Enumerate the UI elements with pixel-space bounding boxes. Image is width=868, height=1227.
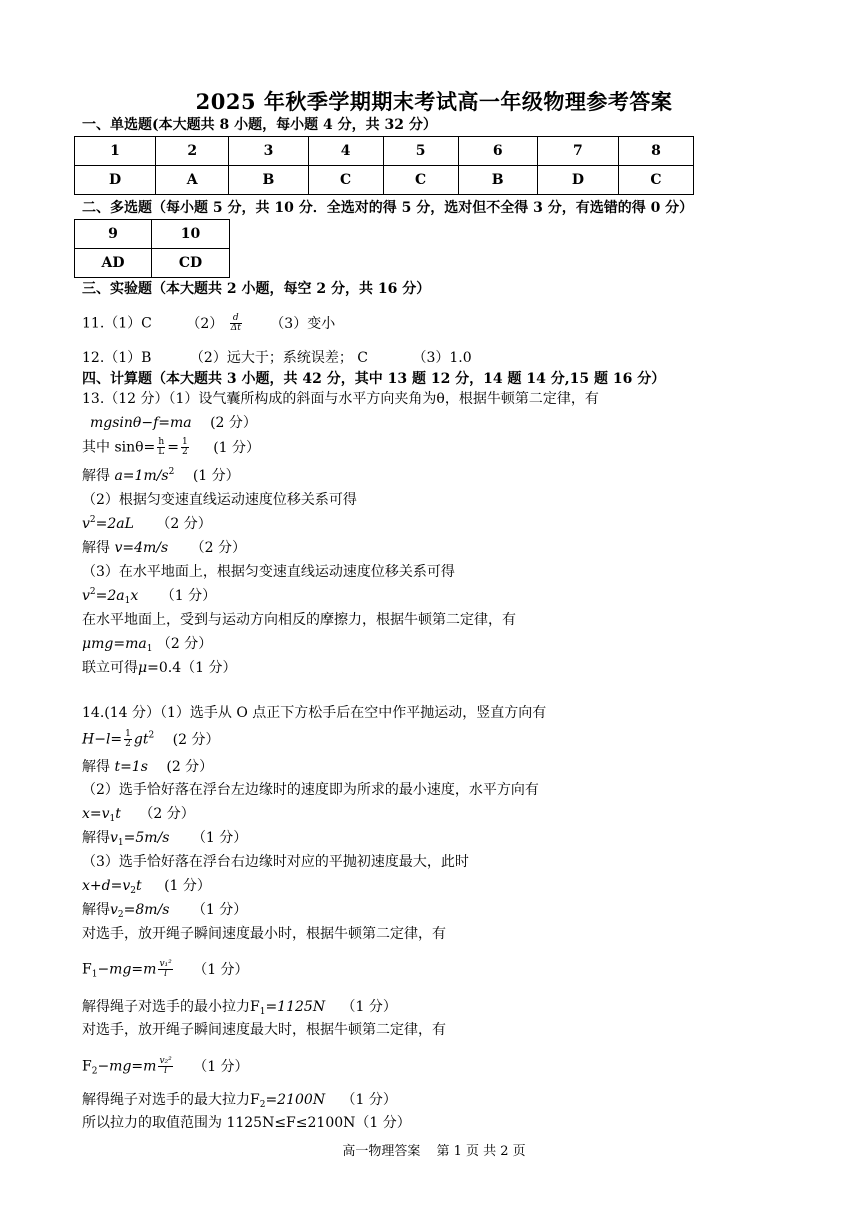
q13-line-3 (82, 438, 260, 457)
equation: x=v (82, 806, 110, 822)
table-cell: C (383, 166, 458, 195)
q14-line-3 (82, 758, 213, 776)
table-cell: 5 (383, 137, 458, 166)
equation: mgsinθ−f=ma (90, 415, 192, 431)
superscript: 2 (89, 515, 96, 525)
table-cell: D (75, 166, 156, 195)
q11-part2-label: （2） (186, 315, 224, 332)
q14-line-13: 对选手，放开绳子瞬间速度最大时，根据牛顿第二定律，有 (82, 1022, 446, 1038)
text: F (82, 1058, 92, 1075)
q14-line-5 (82, 805, 195, 823)
q12-part3: （3）1.0 (412, 350, 472, 366)
points: （2 分） (139, 806, 195, 822)
section3-heading: 三、实验题（本大题共 2 小题，每空 2 分，共 16 分） (82, 281, 431, 297)
text: =0.4（1 分） (147, 660, 237, 676)
q14-line-14 (82, 1057, 249, 1076)
q14-line-9 (82, 901, 247, 919)
subscript: 1 (146, 644, 153, 654)
fraction-denominator: 2 (125, 739, 131, 749)
points: （2 分） (156, 516, 212, 532)
q12-line (82, 349, 472, 367)
table-cell: 9 (75, 220, 152, 249)
equation: =2100N (265, 1092, 326, 1108)
equation: =1125N (265, 999, 326, 1015)
q11-line (82, 314, 335, 333)
subscript: 2 (91, 1066, 98, 1077)
q14-line-6 (82, 829, 247, 847)
equals: = (167, 439, 180, 456)
subscript: 1 (109, 814, 116, 824)
table-cell: A (156, 166, 229, 195)
points: (2 分） (166, 759, 214, 775)
fraction-denominator: Δt (230, 323, 241, 333)
text: 解得绳子对选手的最大拉力F (82, 1092, 260, 1108)
superscript: 2 (148, 730, 155, 741)
section4-heading: 四、计算题（本大题共 3 小题，共 42 分，其中 13 题 12 分，14 题 14 分,15 题 16 分） (82, 371, 666, 387)
q14-line-16: 所以拉力的取值范围为 1125N≤F≤2100N（1 分） (82, 1115, 411, 1131)
section2-heading: 二、多选题（每小题 5 分，共 10 分．全选对的得 5 分，选对但不全得 3 分，有选错的得 0 分） (82, 200, 694, 216)
table-row-numbers (75, 220, 230, 249)
table-cell: 7 (537, 137, 618, 166)
points: (2 分） (210, 415, 257, 431)
equation: x+d=v (82, 878, 131, 894)
table-row-answers (75, 249, 230, 278)
table-cell: 3 (229, 137, 308, 166)
single-choice-table (74, 136, 694, 195)
equation: t=1s (114, 759, 148, 775)
table-cell: 10 (152, 220, 230, 249)
points: （1 分） (193, 1058, 249, 1075)
equation: H−l= (82, 731, 123, 748)
equation: −mg=m (97, 1058, 157, 1075)
subscript: 1 (259, 1007, 266, 1017)
page-footer (0, 1140, 868, 1159)
fraction-numerator: d (230, 314, 242, 324)
multi-choice-table (74, 219, 230, 278)
fraction-denominator: l (164, 969, 168, 979)
fraction (181, 438, 189, 457)
variable: x (130, 588, 139, 604)
points: (1 分） (164, 878, 211, 894)
table-row-answers (75, 166, 694, 195)
points: （1 分） (193, 961, 249, 978)
q13-line-7 (82, 539, 246, 557)
q14-line-4: （2）选手恰好落在浮台左边缘时的速度即为所求的最小速度，水平方向有 (82, 782, 539, 798)
fraction-numerator: v₁² (159, 959, 172, 969)
q11-part3: （3）变小 (270, 315, 336, 332)
subscript: 2 (130, 886, 136, 896)
q14-line-15 (82, 1091, 397, 1109)
equation: =2a (95, 588, 125, 604)
q14-line-8 (82, 877, 211, 895)
subscript: 1 (124, 596, 131, 606)
q14-line-1: 14.(14 分）（1）选手从 O 点正下方松手后在空中作平抛运动，竖直方向有 (82, 705, 547, 721)
q14-line-2 (82, 730, 220, 749)
text: 其中 sinθ= (82, 439, 156, 456)
fraction (158, 1057, 172, 1076)
q14-line-12 (82, 998, 397, 1016)
variable: v (110, 902, 118, 918)
text: F (82, 961, 92, 978)
q11-part1: 11.（1）C (82, 315, 152, 332)
q12-part2: （2）远大于；系统误差； C (189, 350, 368, 366)
points: （1 分） (191, 830, 248, 846)
table-cell: CD (152, 249, 230, 278)
equation: =8m/s (123, 902, 170, 918)
table-row-numbers (75, 137, 694, 166)
variable: v (110, 830, 118, 846)
points: (1 分） (213, 439, 261, 456)
table-cell: B (458, 166, 537, 195)
variable: μ (138, 660, 148, 676)
variable: v (82, 516, 90, 532)
text: 解得 (82, 759, 115, 775)
equation: gt (133, 731, 149, 748)
text: 解得 (82, 830, 110, 846)
equation: =2aL (95, 516, 134, 532)
table-cell: 8 (618, 137, 693, 166)
q13-line-6 (82, 515, 212, 533)
points: （1 分） (341, 999, 397, 1015)
table-cell: 6 (458, 137, 537, 166)
text: 解得 (82, 902, 110, 918)
q13-line-2 (90, 414, 257, 432)
q13-line-10: 在水平地面上，受到与运动方向相反的摩擦力，根据牛顿第二定律，有 (82, 612, 516, 628)
q13-line-12 (82, 659, 236, 677)
subscript: 2 (259, 1100, 266, 1110)
q11-fraction (230, 314, 242, 333)
q13-line-11 (82, 635, 212, 653)
q14-line-7: （3）选手恰好落在浮台右边缘时对应的平抛初速度最大，此时 (82, 854, 469, 870)
variable: t (115, 806, 121, 822)
text: 联立可得 (82, 660, 138, 676)
text: 解得 (82, 468, 115, 484)
superscript: 2 (89, 587, 96, 597)
equation: −mg=m (97, 961, 157, 978)
q14-line-10: 对选手，放开绳子瞬间速度最小时，根据牛顿第二定律，有 (82, 926, 446, 942)
subscript: 2 (117, 910, 124, 920)
table-cell: 2 (156, 137, 229, 166)
superscript: 2 (168, 467, 175, 477)
footer-subject: 高一物理答案 (342, 1144, 421, 1159)
points: （1 分） (160, 588, 217, 604)
q13-line-8: （3）在水平地面上，根据匀变速直线运动速度位移关系可得 (82, 564, 455, 580)
fraction (124, 730, 132, 749)
q13-line-4 (82, 467, 240, 485)
fraction-denominator: 2 (182, 447, 188, 457)
q14-line-11 (82, 960, 249, 979)
page-title: 2025 年秋季学期期末考试高一年级物理参考答案 (195, 89, 673, 114)
equation: a=1m/s (114, 468, 169, 484)
points: (2 分） (172, 731, 220, 748)
table-cell: D (537, 166, 618, 195)
points: （2 分） (190, 540, 246, 556)
text: 解得 (82, 540, 115, 556)
fraction (158, 960, 172, 979)
table-cell: C (308, 166, 383, 195)
fraction (157, 438, 165, 457)
variable: t (135, 878, 142, 894)
table-cell: 4 (308, 137, 383, 166)
q13-line-9 (82, 587, 216, 605)
text: 解得绳子对选手的最小拉力F (82, 999, 260, 1015)
equation: μmg=ma (82, 636, 147, 652)
section1-heading: 一、单选题(本大题共 8 小题，每小题 4 分，共 32 分） (82, 117, 437, 133)
q13-line-5: （2）根据匀变速直线运动速度位移关系可得 (82, 492, 357, 508)
fraction-numerator: h (158, 437, 165, 447)
fraction-denominator: l (164, 1066, 168, 1076)
fraction-numerator: 1 (125, 729, 131, 739)
table-cell: AD (75, 249, 152, 278)
q12-part1: 12.（1）B (82, 350, 152, 366)
points: （1 分） (341, 1092, 397, 1108)
equation: v=4m/s (114, 540, 169, 556)
fraction-numerator: v₂² (159, 1056, 172, 1066)
fraction-denominator: L (158, 447, 165, 457)
equation: =5m/s (123, 830, 170, 846)
q13-line-1: 13.（12 分）（1）设气囊所构成的斜面与水平方向夹角为θ，根据牛顿第二定律，有 (82, 391, 599, 407)
fraction-numerator: 1 (182, 437, 188, 447)
table-cell: C (618, 166, 693, 195)
table-cell: 1 (75, 137, 156, 166)
subscript: 1 (117, 838, 124, 848)
points: （1 分） (191, 902, 248, 918)
points: (1 分） (192, 468, 240, 484)
table-cell: B (229, 166, 308, 195)
points: （2 分） (156, 636, 213, 652)
subscript: 1 (91, 969, 98, 980)
variable: v (82, 588, 90, 604)
footer-page-number: 第 1 页 共 2 页 (436, 1144, 526, 1159)
